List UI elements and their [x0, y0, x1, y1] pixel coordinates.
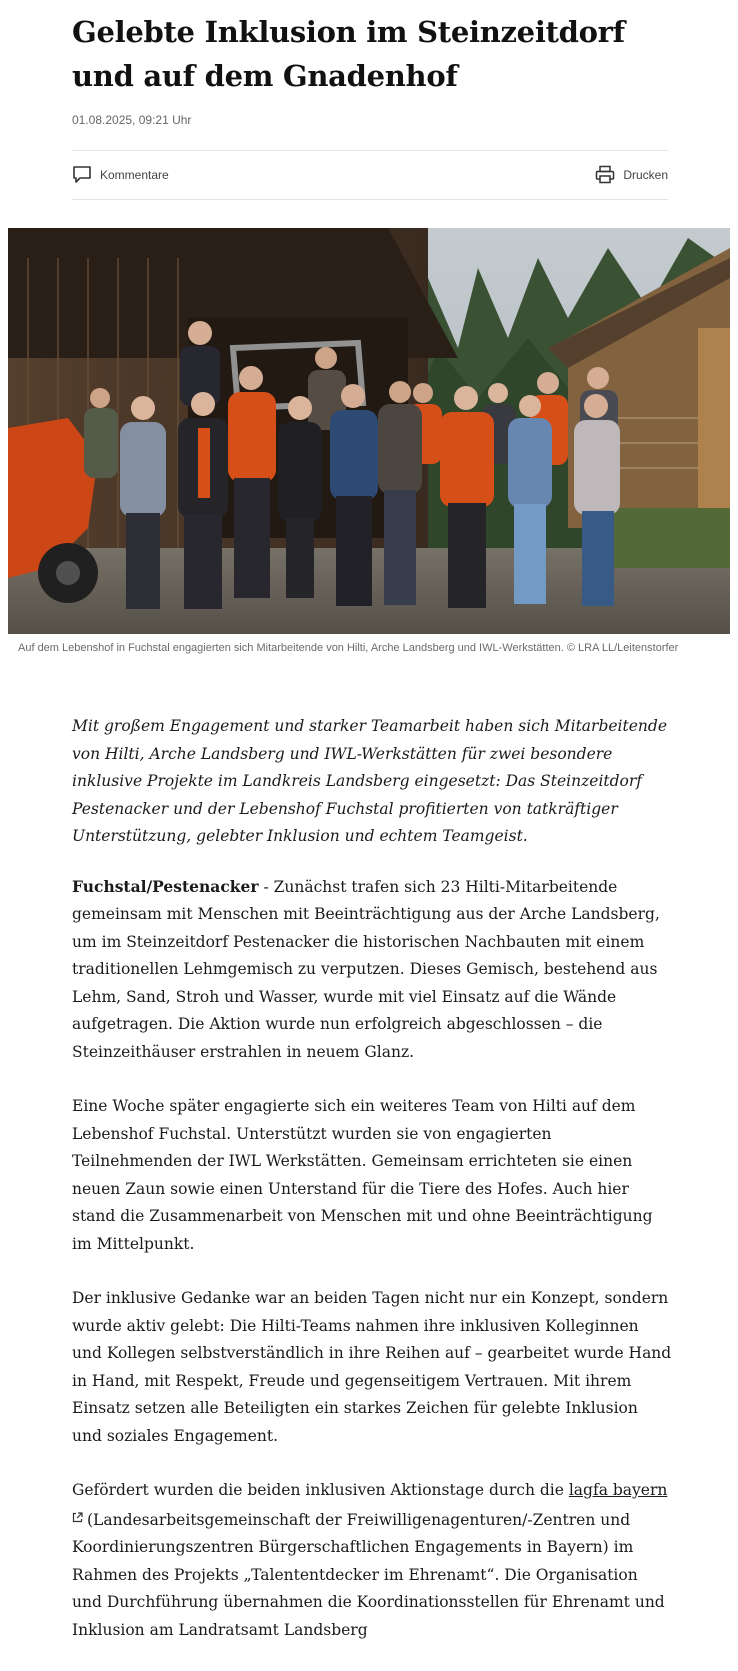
lagfa-bayern-link[interactable]: lagfa bayern	[568, 1481, 668, 1499]
printer-icon	[595, 165, 615, 184]
article-paragraph-2: Eine Woche später engagierte sich ein weiteres Team von Hilti auf dem Lebenshof Fuchstal. Unterstützt wurden sie von engagierten Teilnehmenden der IWL Werkstätten. Gemeinsam errichteten sie einen neuen Zaun sowie einen Unterstand für die Tiere des Hofes. Auch hier stand die Zusammenarbeit von Menschen mit und ohne Beeinträchtigung im Mittelpunkt.	[72, 1097, 653, 1253]
paragraph-1-text: - Zunächst trafen sich 23 Hilti-Mitarbeitende gemeinsam mit Menschen mit Beeinträchtigung aus der Arche Landsberg, um im Steinzeitdorf Pestenacker die historischen Nachbauten mit einem traditionellen Lehmgemisch zu verputzen. Dieses Gemisch, bestehend aus Lehm, Sand, Stroh und Wasser, wurde mit viel Einsatz auf die Wände aufgetragen. Die Aktion wurde nun erfolgreich abgeschlossen – die Steinzeithäuser erstrahlen in neuem Glanz.	[72, 877, 660, 1061]
article-title: Gelebte Inklusion im Steinzeitdorf und auf dem Gnadenhof	[72, 15, 625, 93]
dateline: Fuchstal/Pestenacker	[72, 876, 259, 896]
paragraph-4-rest: (Landesarbeitsgemeinschaft der Freiwilligenagenturen/-Zentren und Koordinierungszentren Bürgerschaftlichen Engagements in Bayern) im Rahmen des Projekts „Talententdecker im Ehrenamt“. Die Organisation und Durchführung übernahmen die Koordinationsstellen für Ehrenamt und Inklusion am Landratsamt Landsberg	[72, 1510, 665, 1639]
comments-button[interactable]	[72, 165, 169, 184]
print-label: Drucken	[623, 167, 668, 182]
external-link-icon[interactable]	[72, 1505, 83, 1533]
article-photo	[8, 228, 730, 634]
article-body	[72, 713, 672, 1671]
comment-bubble-icon	[72, 165, 92, 184]
article-paragraph-4	[72, 1477, 672, 1644]
article-paragraph-1	[72, 873, 672, 1067]
article-date: 01.08.2025, 09:21 Uhr	[72, 113, 192, 127]
print-button[interactable]	[595, 165, 668, 184]
article-lead: Mit großem Engagement und starker Teamarbeit haben sich Mitarbeitende von Hilti, Arche Landsberg und IWL-Werkstätten für zwei besondere inklusive Projekte im Landkreis Landsberg eingesetzt: Das Steinzeitdorf Pestenacker und der Lebenshof Fuchstal profitierten von tatkräftiger Unterstützung, gelebter Inklusion und echtem Teamgeist.	[72, 717, 667, 845]
article-toolbar	[72, 150, 668, 200]
article-paragraph-3: Der inklusive Gedanke war an beiden Tagen nicht nur ein Konzept, sondern wurde aktiv gelebt: Die Hilti-Teams nahmen ihre inklusiven Kolleginnen und Kollegen selbstverständlich in ihre Reihen auf – gearbeitet wurde Hand in Hand, mit Respekt, Freude und gegenseitigem Vertrauen. Mit ihrem Einsatz setzen alle Beteiligten ein starkes Zeichen für gelebte Inklusion und soziales Engagement.	[72, 1289, 672, 1445]
comments-label: Kommentare	[100, 167, 169, 182]
photo-caption: Auf dem Lebenshof in Fuchstal engagierten sich Mitarbeitende von Hilti, Arche Landsberg und IWL-Werkstätten. © LRA LL/Leitenstorfer	[18, 642, 679, 654]
paragraph-4-intro: Gefördert wurden die beiden inklusiven Aktionstage durch die	[72, 1481, 569, 1499]
